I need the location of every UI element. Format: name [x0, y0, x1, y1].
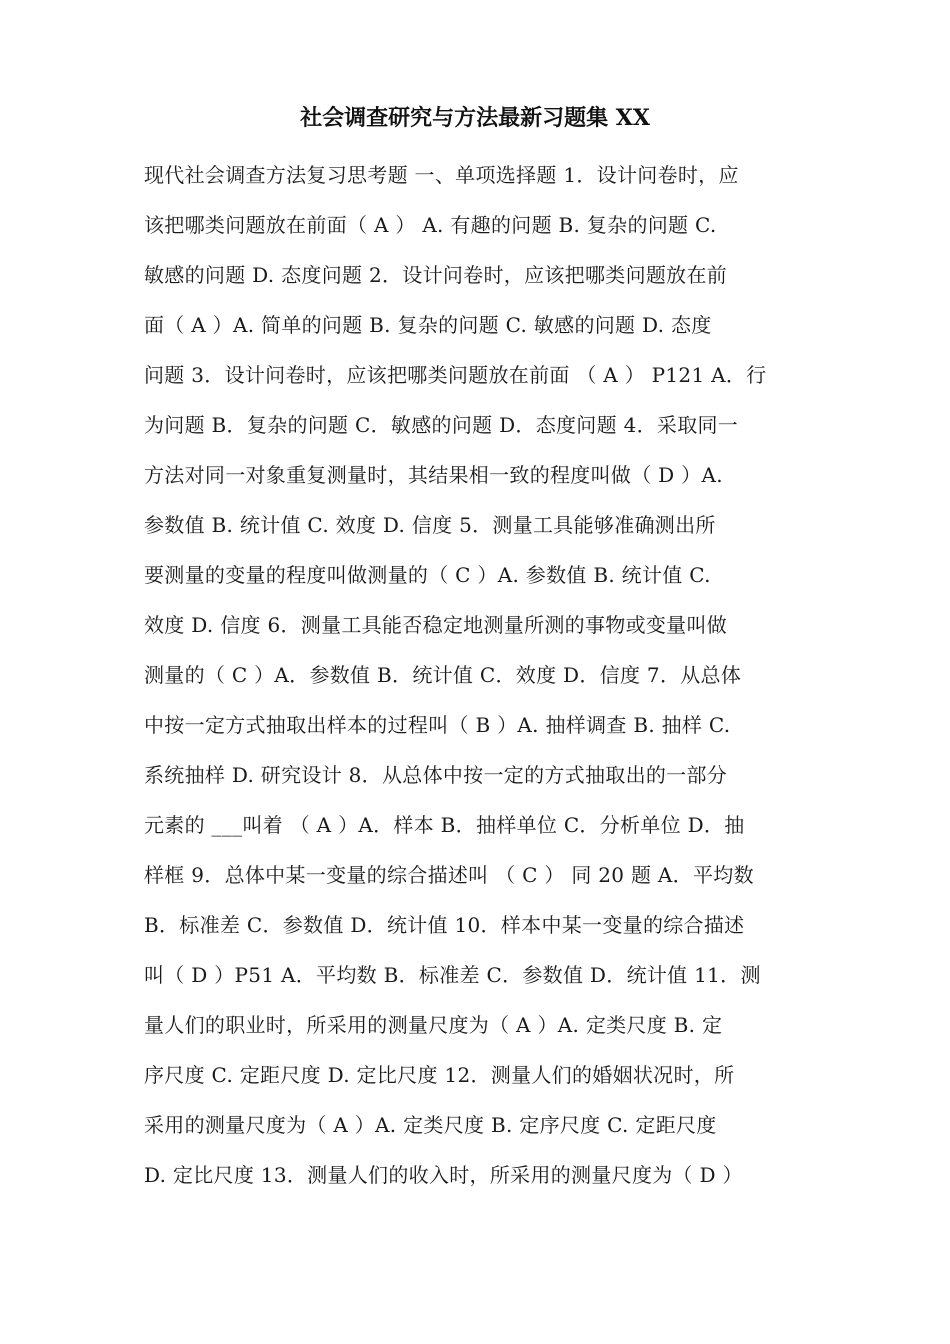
text-line: 叫（ D ）P51 A．平均数 B．标准差 C．参数值 D．统计值 11．测: [144, 963, 761, 987]
text-line: 面（ A ）A. 简单的问题 B. 复杂的问题 C. 敏感的问题 D. 态度: [144, 313, 712, 337]
text-line: 参数值 B. 统计值 C. 效度 D. 信度 5．测量工具能够准确测出所: [144, 513, 716, 537]
text-line: 该把哪类问题放在前面（ A ） A. 有趣的问题 B. 复杂的问题 C.: [144, 213, 717, 237]
text-line: 采用的测量尺度为（ A ）A. 定类尺度 B. 定序尺度 C. 定距尺度: [144, 1113, 717, 1137]
text-line: 中按一定方式抽取出样本的过程叫（ B ）A. 抽样调查 B. 抽样 C.: [144, 713, 731, 737]
text-line: 系统抽样 D. 研究设计 8．从总体中按一定的方式抽取出的一部分: [144, 763, 728, 787]
text-line: 元素的 ___叫着 （ A ）A．样本 B．抽样单位 C．分析单位 D．抽: [144, 813, 745, 837]
text-line: 要测量的变量的程度叫做测量的（ C ）A. 参数值 B. 统计值 C.: [144, 563, 711, 587]
text-line: 为问题 B．复杂的问题 C．敏感的问题 D．态度问题 4．采取同一: [144, 413, 739, 437]
text-line: 测量的（ C ）A．参数值 B．统计值 C．效度 D．信度 7．从总体: [144, 663, 742, 687]
text-line: 敏感的问题 D. 态度问题 2．设计问卷时，应该把哪类问题放在前: [144, 263, 728, 287]
text-line: 现代社会调查方法复习思考题 一、单项选择题 1．设计问卷时，应: [144, 163, 739, 187]
document-title: 社会调查研究与方法最新习题集 XX: [300, 105, 650, 131]
text-line: D. 定比尺度 13．测量人们的收入时，所采用的测量尺度为（ D ）: [144, 1163, 743, 1187]
text-line: 样框 9．总体中某一变量的综合描述叫 （ C ） 同 20 题 A．平均数: [144, 863, 754, 887]
text-line: 量人们的职业时，所采用的测量尺度为（ A ）A. 定类尺度 B. 定: [144, 1013, 723, 1037]
text-line: 问题 3．设计问卷时，应该把哪类问题放在前面 （ A ） P121 A．行: [144, 363, 767, 387]
text-line: 序尺度 C. 定距尺度 D. 定比尺度 12．测量人们的婚姻状况时，所: [144, 1063, 735, 1087]
document-body: [144, 150, 808, 1200]
text-line: 效度 D. 信度 6．测量工具能否稳定地测量所测的事物或变量叫做: [144, 613, 728, 637]
text-line: 方法对同一对象重复测量时，其结果相一致的程度叫做（ D ）A.: [144, 463, 723, 487]
text-line: B．标准差 C．参数值 D．统计值 10．样本中某一变量的综合描述: [144, 913, 745, 937]
